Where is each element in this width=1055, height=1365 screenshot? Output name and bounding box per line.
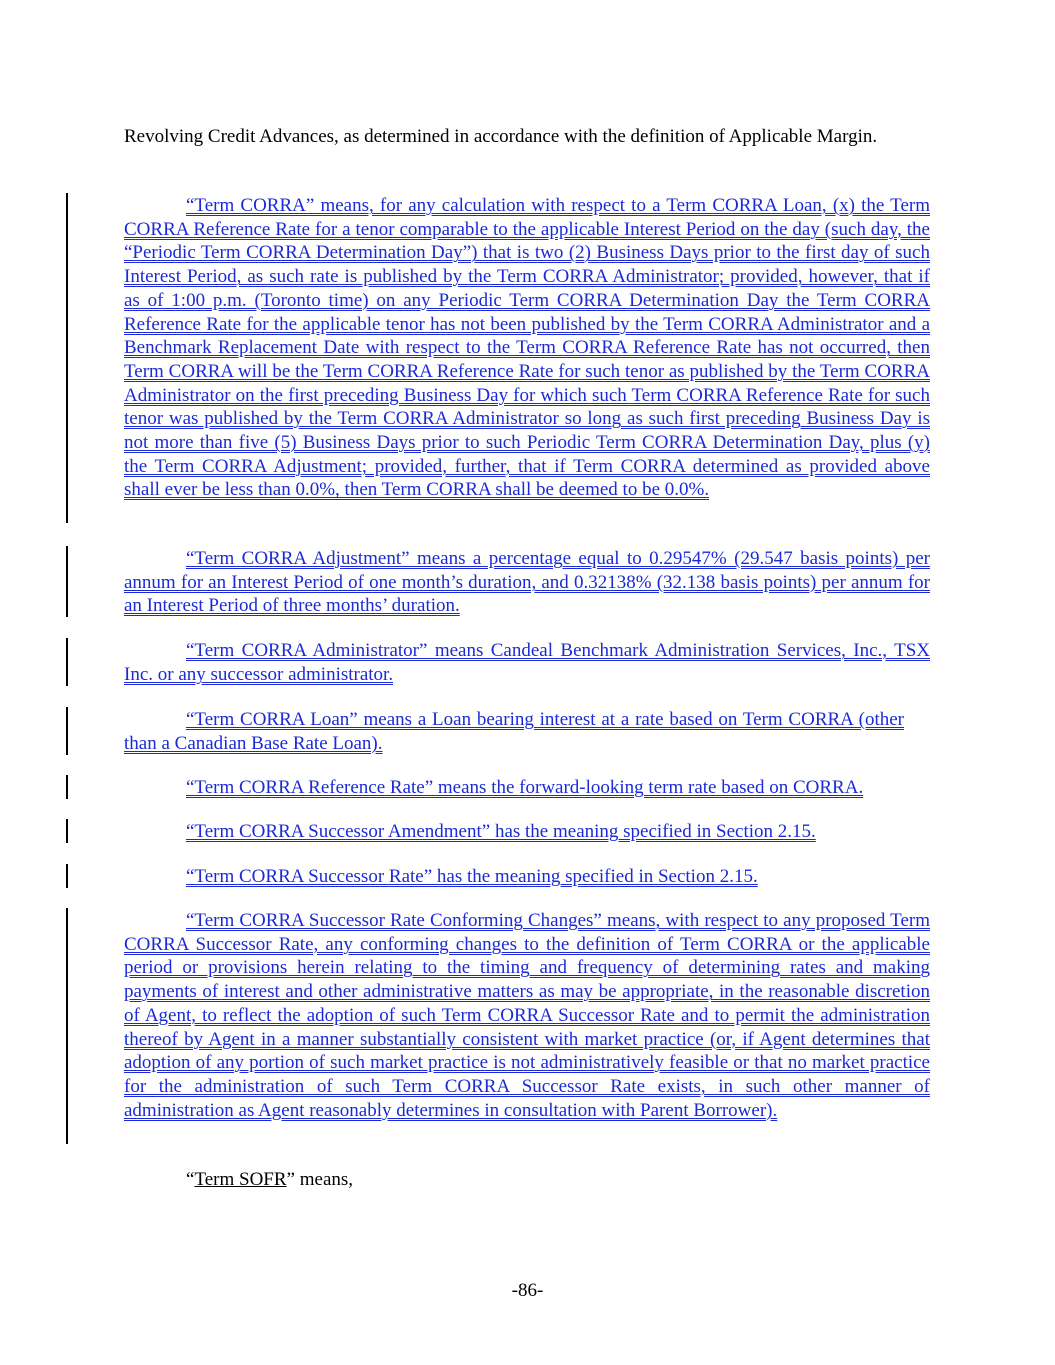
definition-term-sofr [124, 1168, 930, 1192]
definition-term-corra-loan: “Term CORRA Loan” means a Loan bearing interest at a rate based on Term CORRA (other than a Canadian Base Rate Loan). [124, 709, 904, 754]
definition-term-corra-successor-amendment: “Term CORRA Successor Amendment” has the meaning specified in Section 2.15. [186, 821, 816, 842]
change-bar [66, 864, 68, 888]
change-bar [66, 707, 68, 755]
change-bar [66, 908, 68, 1144]
page-number: -86- [511, 1280, 544, 1301]
definition-lead-in: ” means, [286, 1169, 354, 1190]
definition-term-corra-successor-rate: “Term CORRA Successor Rate” has the meaning specified in Section 2.15. [186, 866, 758, 887]
definition-term-corra-successor-rate-conforming-changes: “Term CORRA Successor Rate Conforming Changes” means, with respect to any proposed Term CORRA Successor Rate, any conforming changes to the definition of Term CORRA or the applicable period or provisions herein relating to the timing and frequency of determining rates and making payments of interest and other administrative matters as may be appropriate, in the reasonable discretion of Agent, to reflect the adoption of such Term CORRA Successor Rate and to permit the administration thereof by Agent in a manner substantially consistent with market practice (or, if Agent determines that adoption of any portion of such market practice is not administratively feasible or that no market practice for the administration of such Term CORRA Successor Rate exists, in such other manner of administration as Agent reasonably determines in consultation with Parent Borrower). [124, 910, 930, 1121]
definition-term-corra: “Term CORRA” means, for any calculation with respect to a Term CORRA Loan, (x) the Term CORRA Reference Rate for a tenor comparable to the applicable Interest Period on the day (such day, the “Periodic Term CORRA Determination Day”) that is two (2) Business Days prior to the first day of such Interest Period, as such rate is published by the Term CORRA Administrator; provided, however, that if as of 1:00 p.m. (Toronto time) on any Periodic Term CORRA Determination Day the Term CORRA Reference Rate for the applicable tenor has not been published by the Term CORRA Administrator and a Benchmark Replacement Date with respect to the Term CORRA Reference Rate has not occurred, then Term CORRA will be the Term CORRA Reference Rate for such tenor as published by the Term CORRA Administrator on the first preceding Business Day for which such Term CORRA Reference Rate for such tenor was published by the Term CORRA Administrator so long as such first preceding Business Day is not more than five (5) Business Days prior to such Periodic Term CORRA Determination Day, plus (y) the Term CORRA Adjustment; provided, further, that if Term CORRA determined as provided above shall ever be less than 0.0%, then Term CORRA shall be deemed to be 0.0%. [124, 195, 930, 501]
continuation-paragraph: Revolving Credit Advances, as determined in accordance with the definition of Applicable Margin. [124, 126, 878, 147]
definition-term-corra-adjustment: “Term CORRA Adjustment” means a percentage equal to 0.29547% (29.547 basis points) per annum for an Interest Period of one month’s duration, and 0.32138% (32.138 basis points) per annum for an Interest Period of three months’ duration. [124, 548, 930, 617]
change-bar [66, 638, 68, 686]
change-bar [66, 193, 68, 523]
change-bar [66, 546, 68, 617]
change-bar [66, 819, 68, 843]
defined-term: Term SOFR [194, 1169, 287, 1190]
open-quote: “ [186, 1169, 195, 1190]
change-bar [66, 775, 68, 799]
definition-term-corra-administrator: “Term CORRA Administrator” means Candeal Benchmark Administration Services, Inc., TSX Inc. or any successor administrator. [124, 640, 930, 685]
definition-term-corra-reference-rate: “Term CORRA Reference Rate” means the forward-looking term rate based on CORRA. [186, 777, 864, 798]
